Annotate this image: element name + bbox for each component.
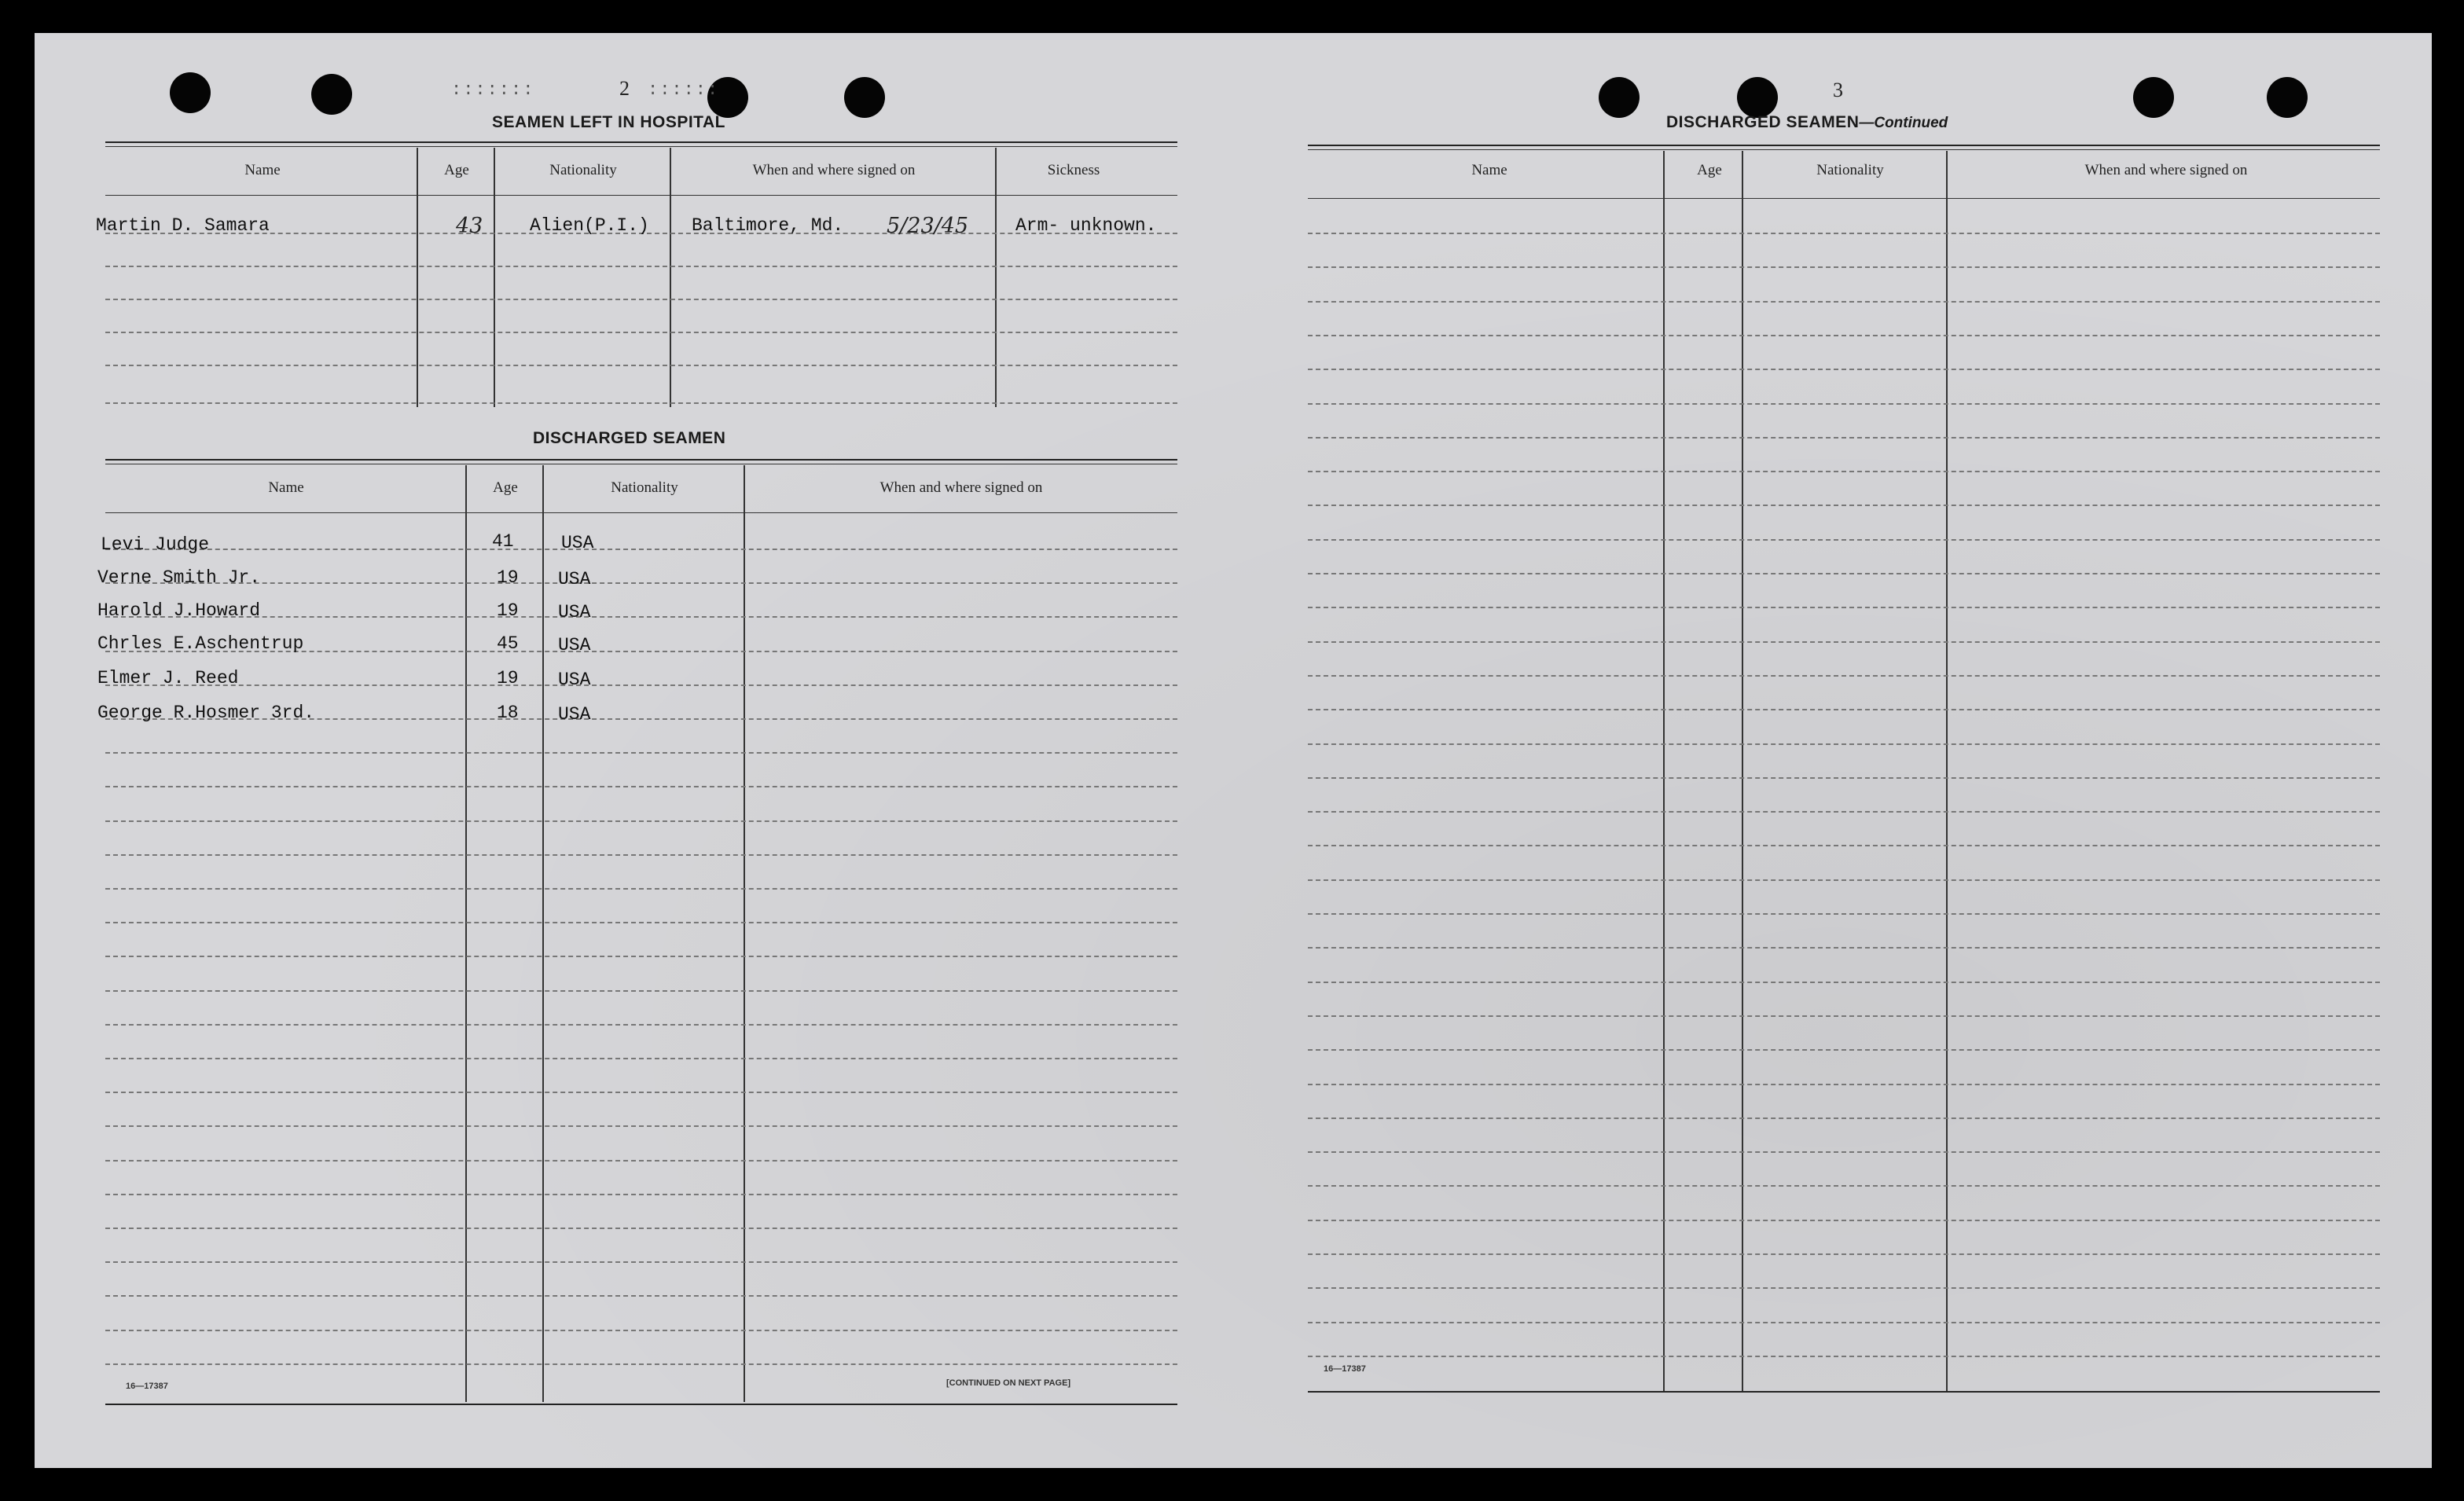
hospital-section-title: SEAMEN LEFT IN HOSPITAL <box>492 113 725 131</box>
ruled-line <box>1308 1117 2380 1119</box>
discharged-section-title: DISCHARGED SEAMEN <box>533 429 726 447</box>
ruled-line <box>105 1330 1177 1331</box>
column-header: Age <box>493 479 518 496</box>
discharged-age: 41 <box>492 531 514 552</box>
ruled-line <box>1308 505 2380 506</box>
column-header: When and where signed on <box>879 479 1043 496</box>
ruled-line <box>105 1295 1177 1297</box>
ruled-line <box>1308 811 2380 813</box>
ruled-line <box>1308 913 2380 915</box>
ruled-line <box>1308 1220 2380 1221</box>
right-page-number: 3 <box>1833 79 1843 101</box>
ruled-line <box>105 1363 1177 1365</box>
ruled-line <box>1308 1287 2380 1289</box>
ruled-line <box>1308 233 2380 234</box>
discharged-name: Elmer J. Reed <box>97 668 239 688</box>
right-form-number: 16—17387 <box>1324 1364 1366 1374</box>
ruled-line <box>105 1160 1177 1162</box>
ruled-line <box>105 616 1177 618</box>
discharged-name: Levi Judge <box>101 534 210 555</box>
ruled-line <box>1308 743 2380 745</box>
dotted-stamp: :::::: <box>648 80 720 100</box>
punch-hole <box>311 74 352 115</box>
discharged-nationality: USA <box>558 704 591 725</box>
column-header: When and where signed on <box>2084 162 2248 178</box>
punch-hole <box>2133 77 2174 118</box>
discharged-nationality: USA <box>558 670 591 690</box>
hospital-sickness: Arm- unknown. <box>1015 215 1157 236</box>
ruled-line <box>105 1228 1177 1229</box>
ruled-line <box>105 752 1177 754</box>
ruled-line <box>1308 709 2380 710</box>
continued-note: [CONTINUED ON NEXT PAGE] <box>946 1378 1071 1388</box>
discharged-age: 18 <box>497 703 519 723</box>
column-header: Name <box>1471 162 1507 178</box>
right-section-title <box>1666 113 1948 132</box>
discharged-age: 45 <box>497 633 519 654</box>
ruled-line <box>1308 675 2380 677</box>
ruled-line <box>105 1125 1177 1127</box>
column-header: Nationality <box>549 162 617 178</box>
punch-hole <box>2267 77 2308 118</box>
ruled-line <box>1308 1322 2380 1323</box>
ruled-line <box>105 1194 1177 1195</box>
column-header: When and where signed on <box>752 162 916 178</box>
punch-hole <box>170 72 211 113</box>
discharged-name: Harold J.Howard <box>97 600 261 621</box>
ruled-line <box>105 854 1177 856</box>
ruled-line <box>105 990 1177 992</box>
left-form-number: 16—17387 <box>126 1382 168 1391</box>
ruled-line <box>1308 539 2380 541</box>
ruled-line <box>1308 1253 2380 1255</box>
punch-hole <box>1599 77 1640 118</box>
discharged-name: Verne Smith Jr. <box>97 567 261 588</box>
discharged-age: 19 <box>497 668 519 688</box>
hospital-nationality: Alien(P.I.) <box>530 215 649 236</box>
ruled-line <box>1308 777 2380 779</box>
ruled-line <box>105 786 1177 787</box>
hospital-signed-on: Baltimore, Md. <box>692 215 844 236</box>
discharged-age: 19 <box>497 567 519 588</box>
ruled-line <box>105 684 1177 686</box>
ruled-line <box>1308 1084 2380 1085</box>
ruled-line <box>105 549 1177 550</box>
ruled-line <box>1308 266 2380 268</box>
ruled-line <box>1308 947 2380 949</box>
column-header: Name <box>268 479 304 496</box>
hospital-age: 43 <box>456 214 483 238</box>
ruled-line <box>1308 301 2380 303</box>
ruled-line <box>1308 1356 2380 1357</box>
discharged-nationality: USA <box>558 635 591 655</box>
column-header: Nationality <box>611 479 678 496</box>
ruled-line <box>1308 335 2380 336</box>
discharged-age: 19 <box>497 600 519 621</box>
ruled-line <box>1308 403 2380 405</box>
column-header: Age <box>1697 162 1722 178</box>
ruled-line <box>1308 369 2380 370</box>
ruled-line <box>1308 982 2380 983</box>
ruled-line <box>1308 845 2380 846</box>
discharged-name: George R.Hosmer 3rd. <box>97 703 315 723</box>
hospital-name: Martin D. Samara <box>96 215 270 236</box>
ruled-line <box>105 1092 1177 1093</box>
column-header: Sickness <box>1047 162 1100 178</box>
ruled-line <box>1308 1015 2380 1017</box>
hospital-signed-date: 5/23/45 <box>887 214 969 238</box>
column-header: Name <box>244 162 281 178</box>
ruled-line <box>105 582 1177 584</box>
dotted-stamp: ::::::: <box>451 80 535 100</box>
ruled-line <box>105 888 1177 890</box>
ruled-line <box>1308 1151 2380 1153</box>
right-title-continued: —Continued <box>1859 115 1948 131</box>
ruled-line <box>105 1261 1177 1263</box>
ruled-line <box>105 922 1177 923</box>
ruled-line <box>1308 1049 2380 1051</box>
ruled-line <box>1308 437 2380 439</box>
discharged-nationality: USA <box>558 602 591 622</box>
column-header: Nationality <box>1816 162 1884 178</box>
ruled-line <box>105 820 1177 822</box>
discharged-nationality: USA <box>558 569 591 589</box>
punch-hole <box>844 77 885 118</box>
document-paper <box>35 33 2432 1468</box>
table-top-rule <box>105 141 1177 143</box>
right-title-main: DISCHARGED SEAMEN <box>1666 113 1860 131</box>
ruled-line <box>105 1024 1177 1026</box>
ruled-line <box>1308 1185 2380 1187</box>
discharged-name: Chrles E.Aschentrup <box>97 633 304 654</box>
ruled-line <box>105 1058 1177 1059</box>
discharged-nationality: USA <box>561 533 594 553</box>
ruled-line <box>1308 573 2380 574</box>
ruled-line <box>105 956 1177 957</box>
punch-hole <box>1737 77 1778 118</box>
ruled-line <box>1308 641 2380 643</box>
column-header: Age <box>444 162 469 178</box>
ruled-line <box>1308 879 2380 881</box>
ruled-line <box>1308 607 2380 608</box>
left-page-number: 2 <box>619 77 630 100</box>
ruled-line <box>1308 471 2380 472</box>
